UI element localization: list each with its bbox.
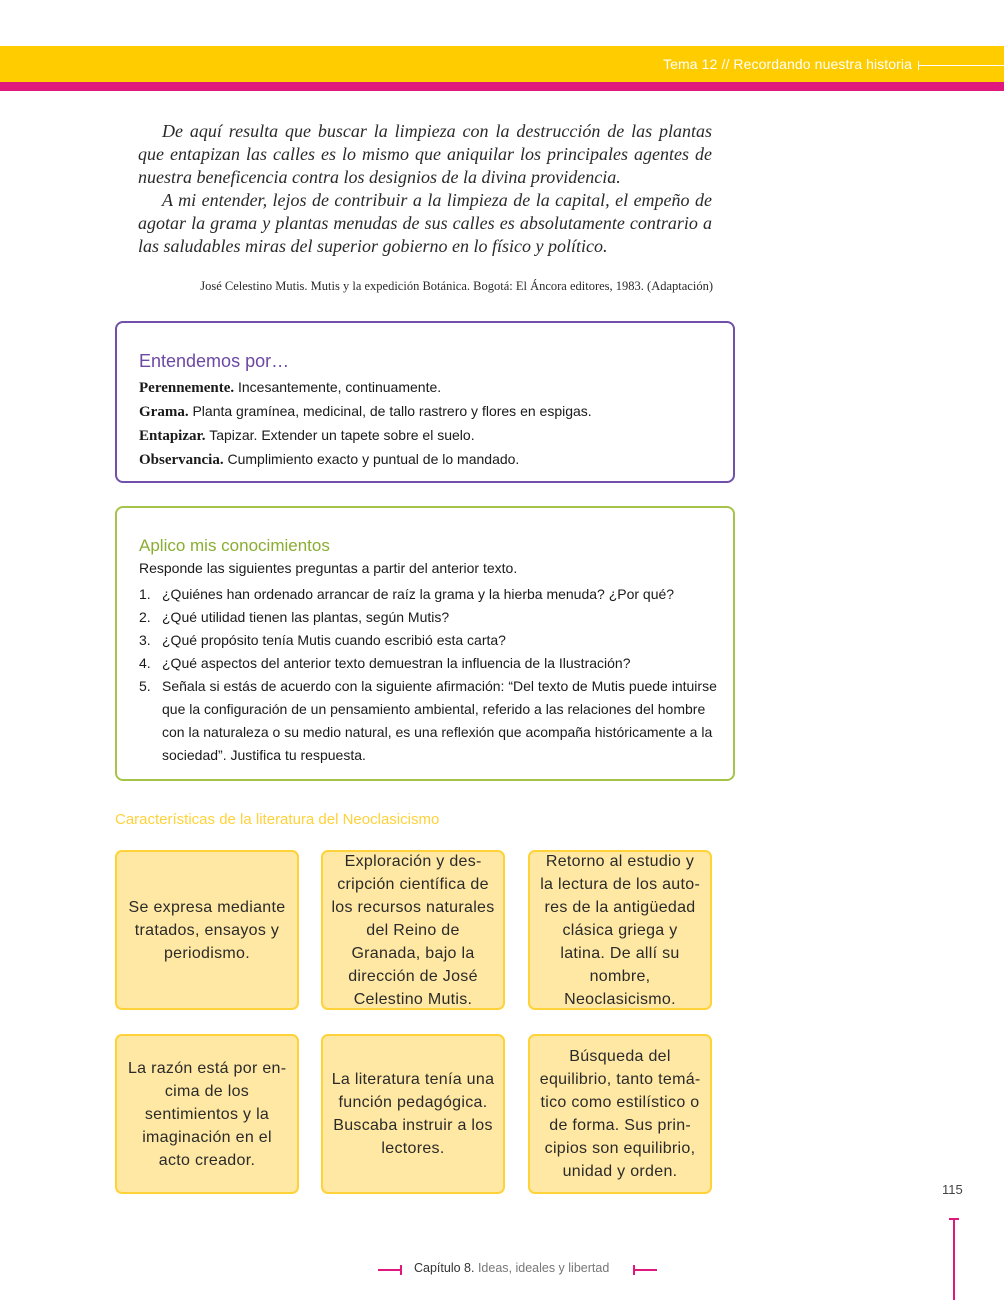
question-list [139, 583, 719, 767]
characteristic-card: La razón está por encima de los sentimientos y la imaginación en el acto creador. [115, 1034, 299, 1194]
activity-box [115, 506, 735, 781]
characteristics-heading: Características de la literatura del Neoclasicismo [115, 811, 440, 828]
quote-citation: José Celestino Mutis. Mutis y la expedición Botánica. Bogotá: El Áncora editores, 1983. (Adaptación) [200, 279, 713, 293]
glossary-term: Observancia. [139, 452, 224, 468]
footer-chapter-title: Ideas, ideales y libertad [477, 1261, 610, 1275]
question-item [139, 606, 719, 629]
question-text: Señala si estás de acuerdo con la siguiente afirmación: “Del texto de Mutis puede intuirse que la configuración de un pensamiento ambiental, referido a las relaciones del hombre con la naturaleza o su medio natural, es una reflexión que acompaña históricamente a la sociedad”. Justifica tu respuesta. [162, 678, 717, 763]
glossary-box [115, 321, 735, 483]
glossary-definition: Planta gramínea, medicinal, de tallo rastrero y flores en espigas. [192, 403, 592, 419]
question-number: 3. [139, 632, 151, 648]
characteristic-card: La literatura tenía una función pedagógica. Buscaba instruir a los lectores. [321, 1034, 505, 1194]
glossary-definition: Incesantemente, continuamente. [238, 379, 442, 395]
glossary-term: Grama. [139, 404, 189, 420]
question-number: 4. [139, 655, 151, 671]
glossary-item [139, 424, 592, 448]
glossary-title: Entendemos por… [139, 351, 290, 371]
glossary-item [139, 400, 592, 424]
glossary-item [139, 448, 592, 472]
question-text: ¿Qué aspectos del anterior texto demuestran la influencia de la Ilustración? [162, 655, 631, 671]
quote-paragraph: De aquí resulta que buscar la limpieza con la destrucción de las plantas que entapizan las calles es lo mismo que aniquilar los principales agentes de nuestra beneficencia contra los designios de la divina providencia. [138, 121, 712, 187]
question-number: 2. [139, 609, 151, 625]
page-number: 115 [942, 1182, 963, 1197]
question-item [139, 629, 719, 652]
activity-title: Aplico mis conocimientos [139, 536, 330, 555]
glossary-definition: Cumplimiento exacto y puntual de lo mandado. [227, 451, 520, 467]
question-number: 5. [139, 678, 151, 694]
glossary-definition: Tapizar. Extender un tapete sobre el suelo. [209, 427, 475, 443]
activity-intro: Responde las siguientes preguntas a partir del anterior texto. [139, 560, 518, 576]
header-rule [918, 65, 1004, 66]
footer-chapter: Capítulo 8. [414, 1261, 475, 1275]
question-item [139, 583, 719, 606]
header-title: Tema 12 // Recordando nuestra historia [663, 56, 912, 72]
footer [0, 1261, 1004, 1277]
characteristic-card: Exploración y descripción científica de los recursos naturales del Reino de Granada, bajo la dirección de José Celestino Mutis. [321, 850, 505, 1010]
question-item [139, 675, 719, 767]
footer-rule-right [633, 1269, 657, 1271]
characteristic-card: Retorno al estudio y la lectura de los autores de la antigüedad clásica griega y latina. De allí su nombre, Neoclasicismo. [528, 850, 712, 1010]
header-stripe [0, 82, 1004, 91]
glossary-list [139, 376, 592, 472]
characteristic-card: Se expresa mediante tratados, ensayos y periodismo. [115, 850, 299, 1010]
glossary-term: Perennemente. [139, 380, 235, 396]
question-text: ¿Qué propósito tenía Mutis cuando escribió esta carta? [162, 632, 506, 648]
quote-block [138, 120, 712, 258]
footer-rule-left [378, 1269, 402, 1271]
question-item [139, 652, 719, 675]
question-text: ¿Quiénes han ordenado arrancar de raíz la grama y la hierba menuda? ¿Por qué? [162, 586, 675, 602]
characteristic-card: Búsqueda del equilibrio, tanto temático como estilístico o de forma. Sus principios son equilibrio, unidad y orden. [528, 1034, 712, 1194]
question-text: ¿Qué utilidad tienen las plantas, según Mutis? [162, 609, 450, 625]
question-number: 1. [139, 586, 151, 602]
glossary-term: Entapizar. [139, 428, 206, 444]
quote-paragraph: A mi entender, lejos de contribuir a la limpieza de la capital, el empeño de agotar la grama y plantas menudas de sus calles es absolutamente contrario a las saludables miras del superior gobierno en lo físico y político. [138, 190, 712, 256]
page-rule [953, 1218, 955, 1300]
footer-text [414, 1261, 609, 1275]
glossary-item [139, 376, 592, 400]
